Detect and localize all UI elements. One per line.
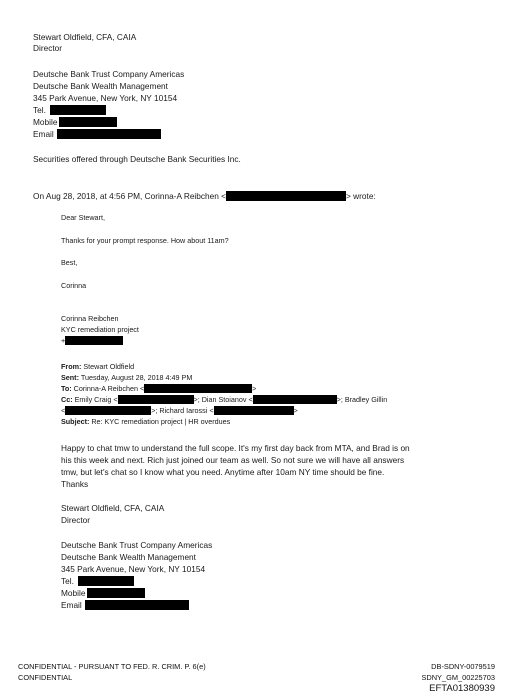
redaction-block bbox=[85, 600, 189, 610]
sig-top-company2: Deutsche Bank Wealth Management bbox=[33, 81, 168, 91]
footer-bates-1: DB-SDNY-0079519 bbox=[431, 662, 495, 671]
sig-bottom-company2: Deutsche Bank Wealth Management bbox=[61, 552, 196, 562]
header-cc-4: < bbox=[61, 406, 66, 415]
quoted-greeting: Dear Stewart, bbox=[61, 213, 105, 222]
sig-bottom-tel bbox=[61, 576, 134, 586]
sig-bottom-tel-label: Tel. bbox=[61, 576, 74, 586]
reply-line-4: Thanks bbox=[61, 479, 89, 489]
header-cc-3: >; Bradley Gillin bbox=[336, 395, 388, 404]
quoted-sign: Corinna bbox=[61, 281, 87, 290]
sig-top-address: 345 Park Avenue, New York, NY 10154 bbox=[33, 93, 178, 103]
footer-confidential-1: CONFIDENTIAL - PURSUANT TO FED. R. CRIM. P. 6(e) bbox=[18, 662, 206, 671]
header-cc-2: >; Dian Stoianov < bbox=[193, 395, 253, 404]
sig-bottom-name: Stewart Oldfield, CFA, CAIA bbox=[61, 503, 165, 513]
footer-bates-3: EFTA01380939 bbox=[429, 683, 495, 694]
reply-line-1: Happy to chat tmw to understand the full scope. It's my first day back from MTA, and Brad is on bbox=[61, 443, 410, 453]
header-cc bbox=[61, 395, 387, 404]
redaction-block bbox=[57, 129, 161, 139]
redaction-block bbox=[59, 117, 117, 127]
quote-intro bbox=[33, 191, 376, 201]
sig-top-tel-label: Tel. bbox=[33, 105, 46, 115]
header-cc-1: Emily Craig < bbox=[74, 395, 118, 404]
quote-intro-prefix: On Aug 28, 2018, at 4:56 PM, Corinna-A Reibchen < bbox=[33, 191, 227, 201]
header-subject-label: Subject: bbox=[61, 417, 90, 426]
reply-line-3: tmw, but let's chat so I know what you need. Anytime after 10am NY time should be fine. bbox=[61, 467, 385, 477]
header-to bbox=[61, 384, 256, 393]
header-cc-6: > bbox=[293, 406, 298, 415]
redaction-block bbox=[78, 576, 134, 586]
redaction-block bbox=[87, 588, 145, 598]
header-cc-5: >; Richard Iarossi < bbox=[151, 406, 214, 415]
sig-top-name: Stewart Oldfield, CFA, CAIA bbox=[33, 32, 137, 42]
sig-top-company1: Deutsche Bank Trust Company Americas bbox=[33, 69, 185, 79]
sig-bottom-mobile-label: Mobile bbox=[61, 588, 86, 598]
footer-bates-2: SDNY_GM_00225703 bbox=[421, 673, 495, 682]
sig-top-tel bbox=[33, 105, 106, 115]
header-sent bbox=[61, 373, 192, 382]
sig-bottom-mobile bbox=[61, 588, 145, 598]
quoted-body: Thanks for your prompt response. How about 11am? bbox=[61, 236, 229, 245]
redaction-block bbox=[253, 395, 337, 404]
redaction-block bbox=[214, 406, 294, 415]
header-cc-cont bbox=[61, 406, 298, 415]
redaction-block bbox=[226, 191, 346, 201]
redaction-block bbox=[65, 336, 123, 345]
quoted-closing: Best, bbox=[61, 258, 78, 267]
header-from bbox=[61, 362, 134, 371]
sig-top-mobile bbox=[33, 117, 117, 127]
sig-top-email-label: Email bbox=[33, 129, 54, 139]
redaction-block bbox=[50, 105, 106, 115]
redaction-block bbox=[65, 406, 151, 415]
header-sent-label: Sent: bbox=[61, 373, 79, 382]
header-from-label: From: bbox=[61, 362, 82, 371]
disclaimer: Securities offered through Deutsche Bank Securities Inc. bbox=[33, 154, 241, 164]
header-to-end: > bbox=[252, 384, 257, 393]
sig-bottom-role: Director bbox=[61, 515, 91, 525]
quote-intro-suffix: > wrote: bbox=[346, 191, 376, 201]
sig-bottom-address: 345 Park Avenue, New York, NY 10154 bbox=[61, 564, 206, 574]
header-cc-label: Cc: bbox=[61, 395, 73, 404]
header-to-value: Corinna-A Reibchen < bbox=[73, 384, 145, 393]
sig-top-role: Director bbox=[33, 43, 63, 53]
header-subject bbox=[61, 417, 230, 426]
quoted-sig-name: Corinna Reibchen bbox=[61, 314, 119, 323]
footer-confidential-2: CONFIDENTIAL bbox=[18, 673, 73, 682]
sig-bottom-email-label: Email bbox=[61, 600, 82, 610]
sig-bottom-company1: Deutsche Bank Trust Company Americas bbox=[61, 540, 213, 550]
redaction-block bbox=[144, 384, 252, 393]
reply-line-2: his this week and next. Rich just joined our team as well. So not sure we will have all answers bbox=[61, 455, 405, 465]
header-sent-value: Tuesday, August 28, 2018 4:49 PM bbox=[80, 373, 193, 382]
quoted-sig-phone bbox=[61, 336, 123, 345]
redaction-block bbox=[118, 395, 194, 404]
quoted-sig-phone-prefix: + bbox=[61, 336, 66, 345]
sig-bottom-email bbox=[61, 600, 189, 610]
header-from-value: Stewart Oldfield bbox=[83, 362, 135, 371]
quoted-sig-project: KYC remediation project bbox=[61, 325, 139, 334]
header-to-label: To: bbox=[61, 384, 72, 393]
header-subject-value: Re: KYC remediation project | HR overdues bbox=[91, 417, 231, 426]
sig-top-email bbox=[33, 129, 161, 139]
sig-top-mobile-label: Mobile bbox=[33, 117, 58, 127]
